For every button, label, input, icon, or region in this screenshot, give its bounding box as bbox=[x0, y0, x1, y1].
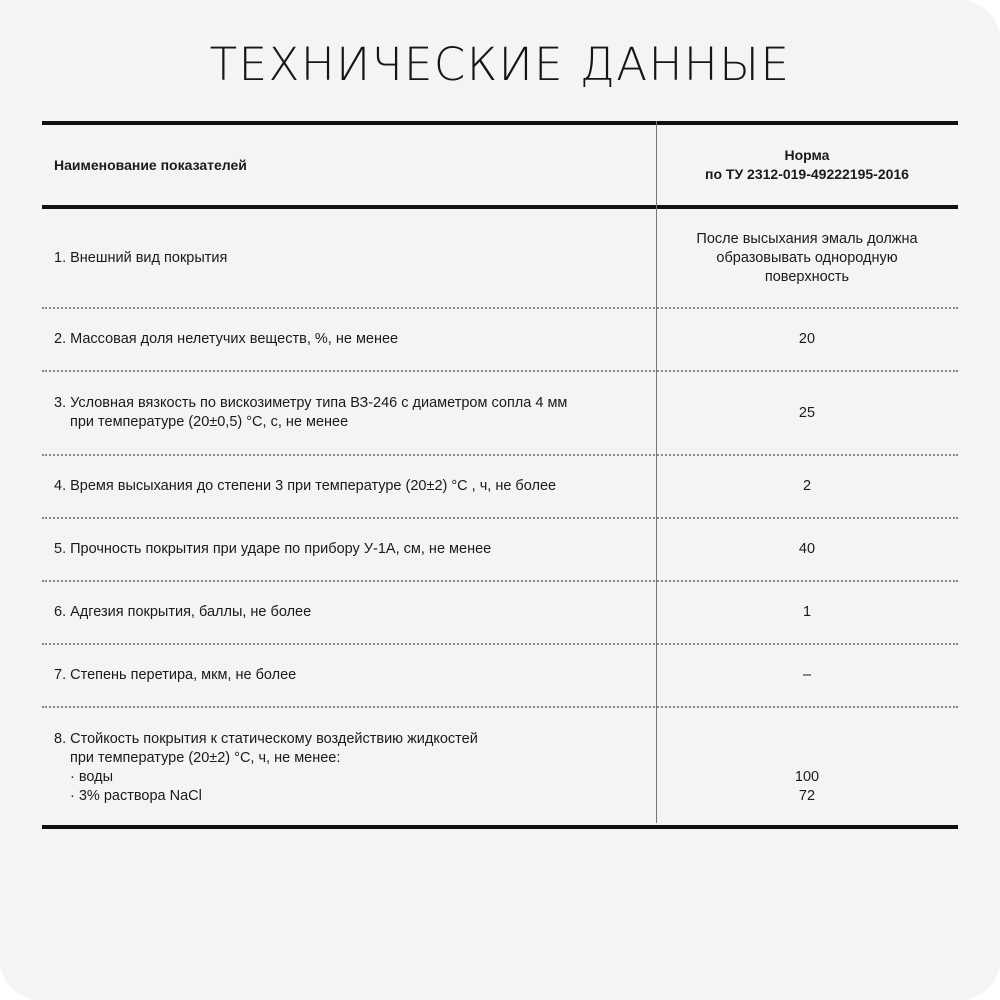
row-7-value: – bbox=[802, 667, 812, 683]
row-2-value: 20 bbox=[798, 331, 816, 347]
table-row bbox=[42, 519, 958, 580]
table-bottom-rule bbox=[42, 825, 958, 829]
header-norm-line2: по ТУ 2312-019-49222195-2016 bbox=[705, 166, 909, 182]
row-8-name-line2: при температуре (20±2) °С, ч, не менее: bbox=[70, 750, 341, 766]
row-8-bullet-nacl: · 3% раствора NaCl bbox=[70, 788, 202, 804]
row-8-name-line1: 8. Стойкость покрытия к статическому воздействию жидкостей bbox=[54, 731, 478, 747]
row-1-value-line: После высыхания эмаль должна bbox=[696, 230, 918, 247]
table-row bbox=[42, 372, 958, 454]
table-row bbox=[42, 582, 958, 643]
specs-table bbox=[42, 121, 958, 829]
row-4-value: 2 bbox=[802, 478, 812, 494]
table-row bbox=[42, 708, 958, 825]
row-7-name: 7. Степень перетира, мкм, не более bbox=[54, 667, 297, 683]
row-3-value: 25 bbox=[798, 404, 816, 421]
row-2-name: 2. Массовая доля нелетучих веществ, %, не менее bbox=[54, 331, 399, 347]
header-name: Наименование показателей bbox=[54, 156, 247, 173]
row-3-name-line2: при температуре (20±0,5) °С, с, не менее bbox=[70, 414, 349, 430]
header-norm bbox=[656, 125, 958, 205]
row-1-value-line: поверхность bbox=[764, 268, 850, 285]
row-1-value bbox=[656, 209, 958, 307]
table-row bbox=[42, 209, 958, 307]
page-title: ТЕХНИЧЕСКИЕ ДАННЫЕ bbox=[209, 38, 791, 91]
row-8-value-water: 100 bbox=[794, 769, 820, 785]
row-8-bullet-water: · воды bbox=[70, 769, 114, 785]
row-6-value: 1 bbox=[802, 604, 812, 620]
row-5-name: 5. Прочность покрытия при ударе по прибору У-1А, см, не менее bbox=[54, 541, 492, 557]
table-row bbox=[42, 456, 958, 517]
row-6-name: 6. Адгезия покрытия, баллы, не более bbox=[54, 604, 312, 620]
row-8-value-nacl: 72 bbox=[798, 788, 816, 804]
row-1-value-line: образовывать однородную bbox=[716, 249, 898, 266]
row-4-name: 4. Время высыхания до степени 3 при температуре (20±2) °С , ч, не более bbox=[54, 478, 557, 494]
header-norm-line1: Норма bbox=[784, 147, 830, 163]
row-3-name-line1: 3. Условная вязкость по вискозиметру типа ВЗ-246 с диаметром сопла 4 мм bbox=[54, 395, 568, 411]
table-row bbox=[42, 645, 958, 706]
row-1-name: 1. Внешний вид покрытия bbox=[54, 249, 228, 266]
table-row bbox=[42, 309, 958, 370]
table-header-row bbox=[42, 125, 958, 205]
row-5-value: 40 bbox=[798, 541, 816, 557]
